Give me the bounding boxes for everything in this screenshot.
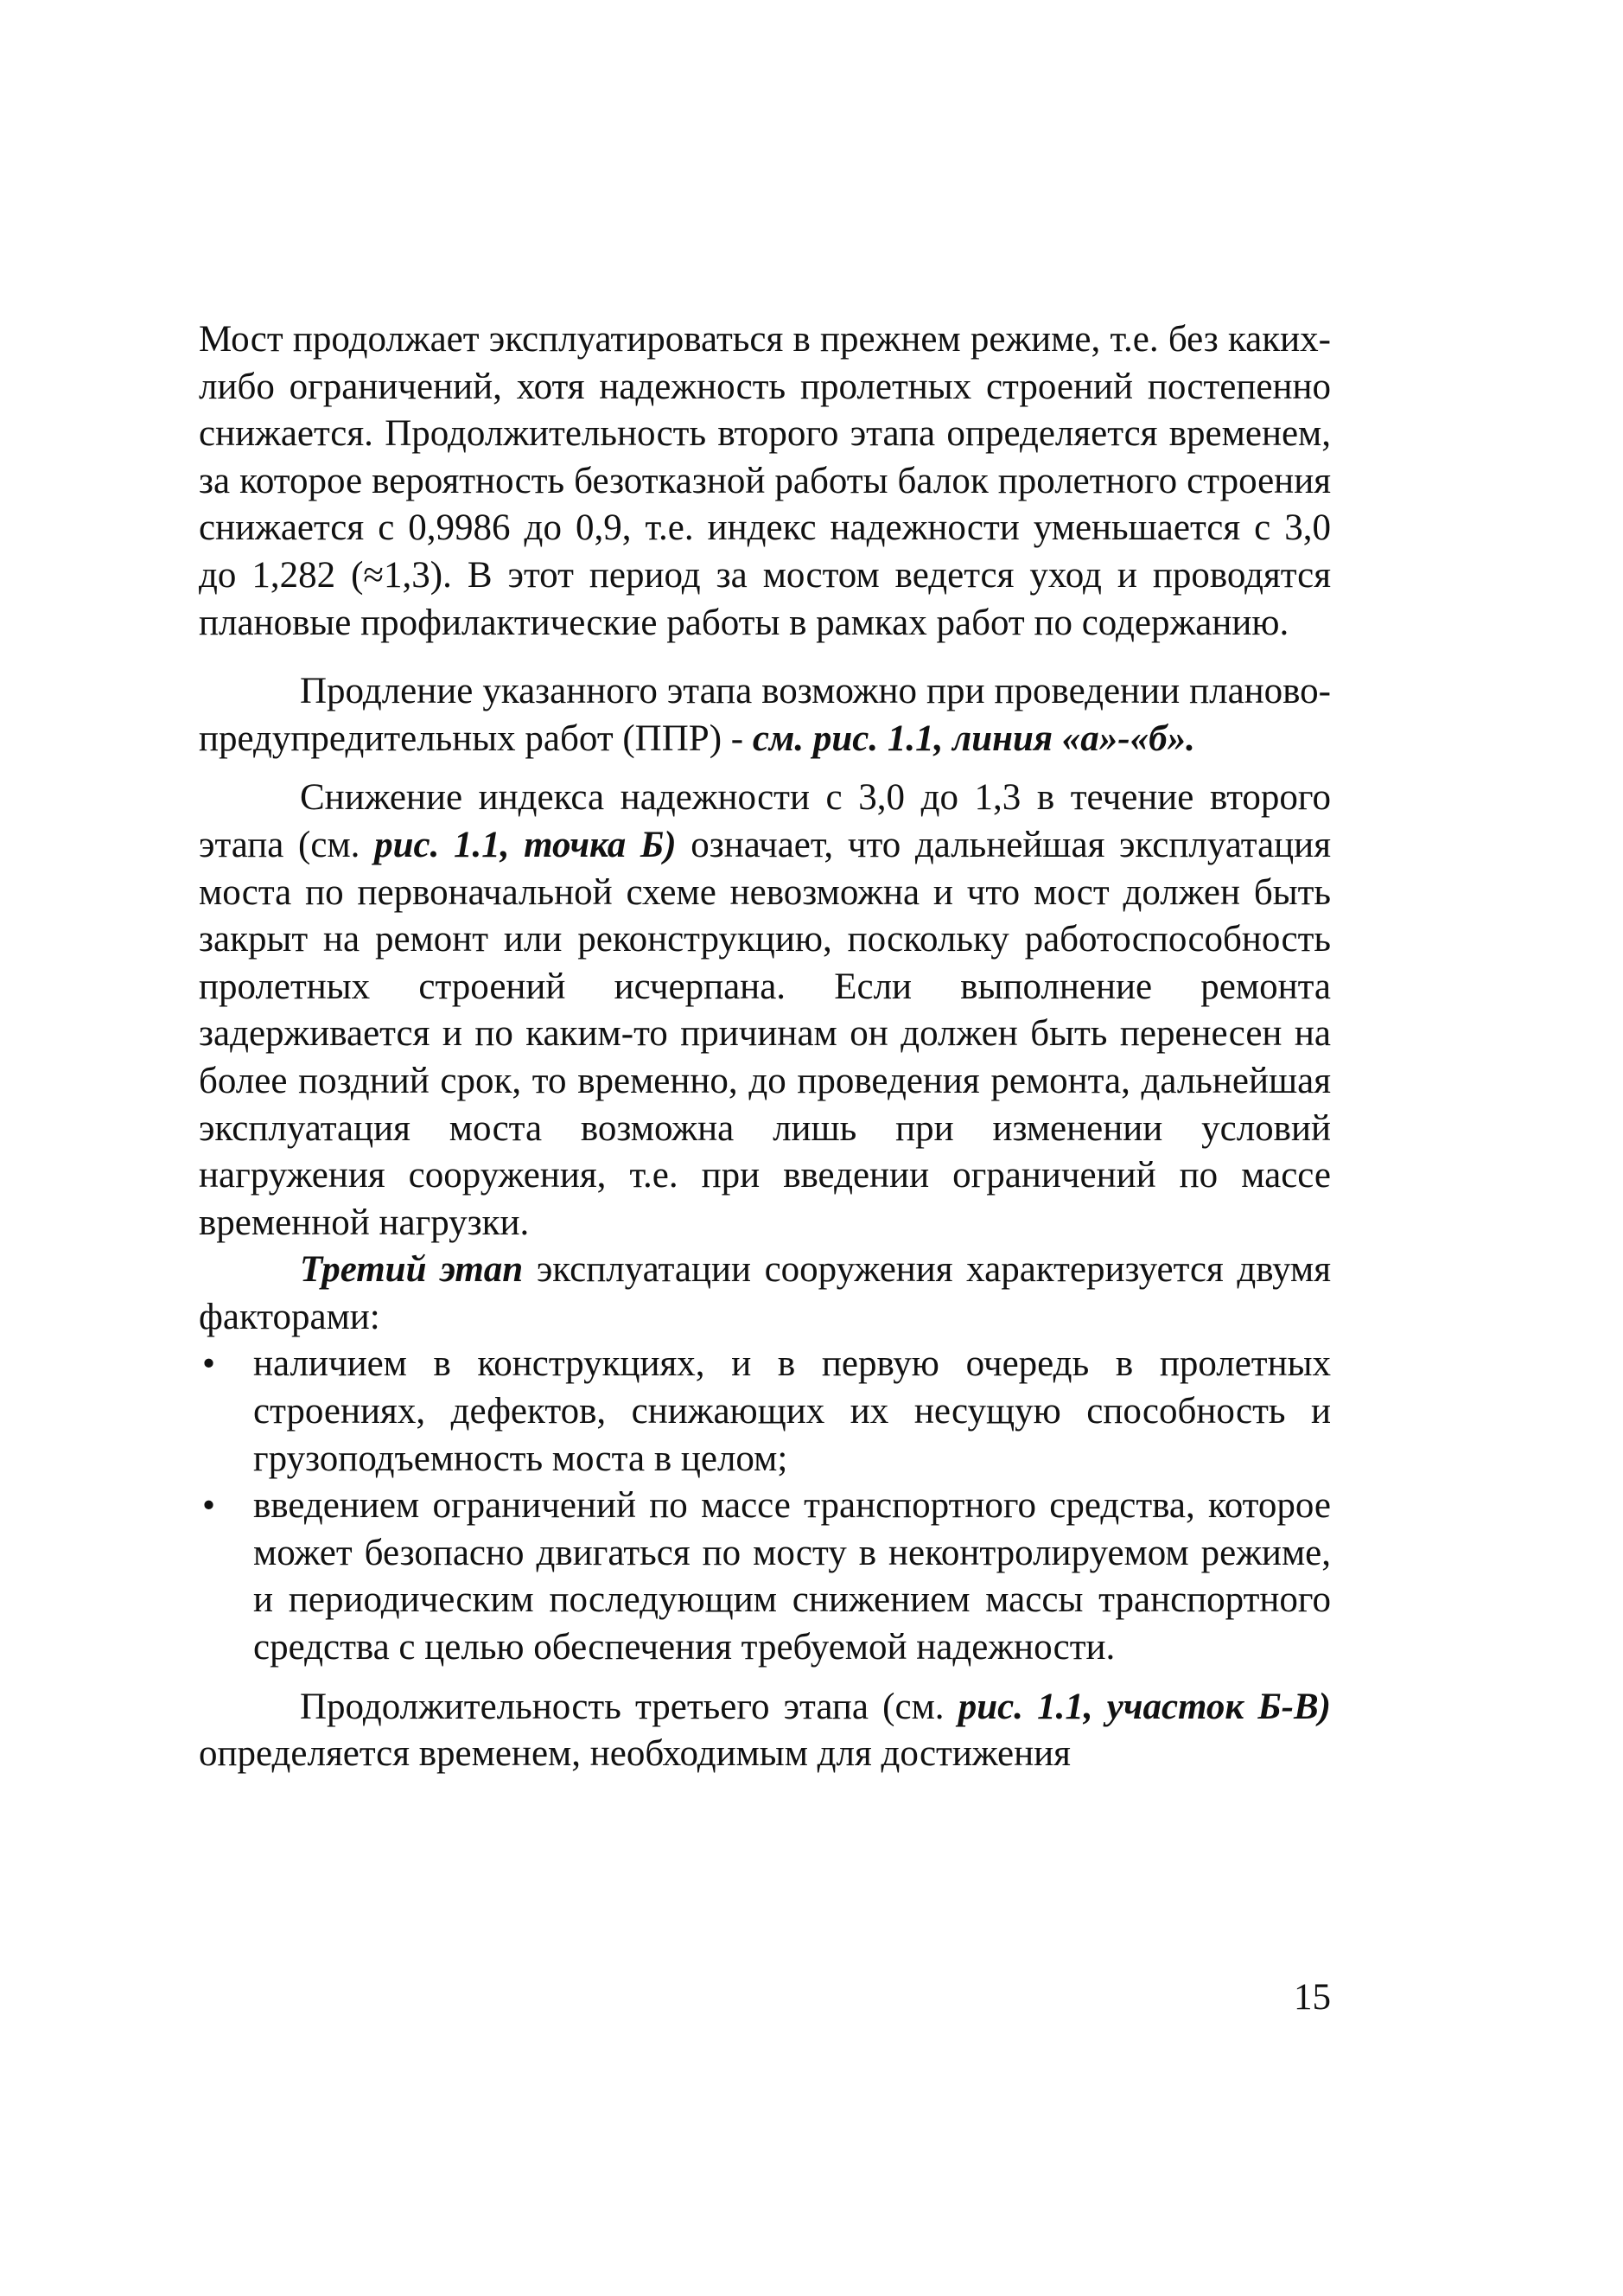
list-item-text: наличием в конструкциях, и в первую очередь в пролетных строениях, дефектов, снижающих их несущую способность и грузоподъемность моста в целом; [253,1343,1331,1479]
figure-reference: см. рис. 1.1, линия «а»-«б». [752,718,1195,759]
figure-reference: рис. 1.1, участок Б-В) [958,1686,1331,1727]
bullet-icon: • [202,1485,216,1527]
page-number: 15 [1294,1977,1331,2018]
paragraph-reliability-decrease [199,775,1331,1247]
paragraph-text: эксплуатации сооружения характеризуется двумя факторами: [199,1249,1331,1337]
paragraph-third-stage-duration [199,1684,1331,1778]
bullet-icon: • [202,1343,216,1385]
bullet-list [199,1341,1331,1671]
list-item [199,1341,1331,1483]
paragraph-text: Продолжительность третьего этапа (см. [300,1686,958,1727]
paragraph-ppr-extension [199,668,1331,762]
list-item [199,1483,1331,1671]
page-body [199,316,1331,1778]
term-third-stage: Третий этап [300,1249,524,1291]
paragraph-text: означает, что дальнейшая эксплуатация моста по первоначальной схеме невозможна и что мост должен быть закрыт на ремонт или реконструкцию, поскольку работоспособность пролетных строений исчерпана. Если выполнение ремонта задерживается и по каким-то причинам он должен быть перенесен на более поздний срок, то временно, до проведения ремонта, дальнейшая эксплуатация моста возможна лишь при изменении условий нагружения сооружения, т.е. при введении ограничений по массе временной нагрузки. [199,824,1331,1243]
paragraph-text: Снижение индекса надежности с 3,0 до 1,3 в течение второго этапа (см. [199,777,1331,865]
paragraph-text: Продление указанного этапа возможно при проведении планово-предупредительных работ (ППР) - [199,671,1331,759]
paragraph-second-stage: Мост продолжает эксплуатироваться в прежнем режиме, т.е. без каких-либо ограничений, хотя надежность пролетных строений постепенно снижается. Продолжительность второго этапа определяется временем, за которое вероятность безотказной работы балок пролетного строения снижается с 0,9986 до 0,9, т.е. индекс надежности уменьшается с 3,0 до 1,282 (≈1,3). В этот период за мостом ведется уход и проводятся плановые профилактические работы в рамках работ по содержанию. [199,319,1331,643]
list-item-text: введением ограничений по массе транспортного средства, которое может безопасно двигаться по мосту в неконтролируемом режиме, и периодическим последующим снижением массы транспортного средства с целью обеспечения требуемой надежности. [253,1485,1331,1668]
figure-reference: рис. 1.1, точка Б) [374,824,677,865]
paragraph-third-stage [199,1247,1331,1341]
paragraph-text: определяется временем, необходимым для достижения [199,1733,1071,1775]
